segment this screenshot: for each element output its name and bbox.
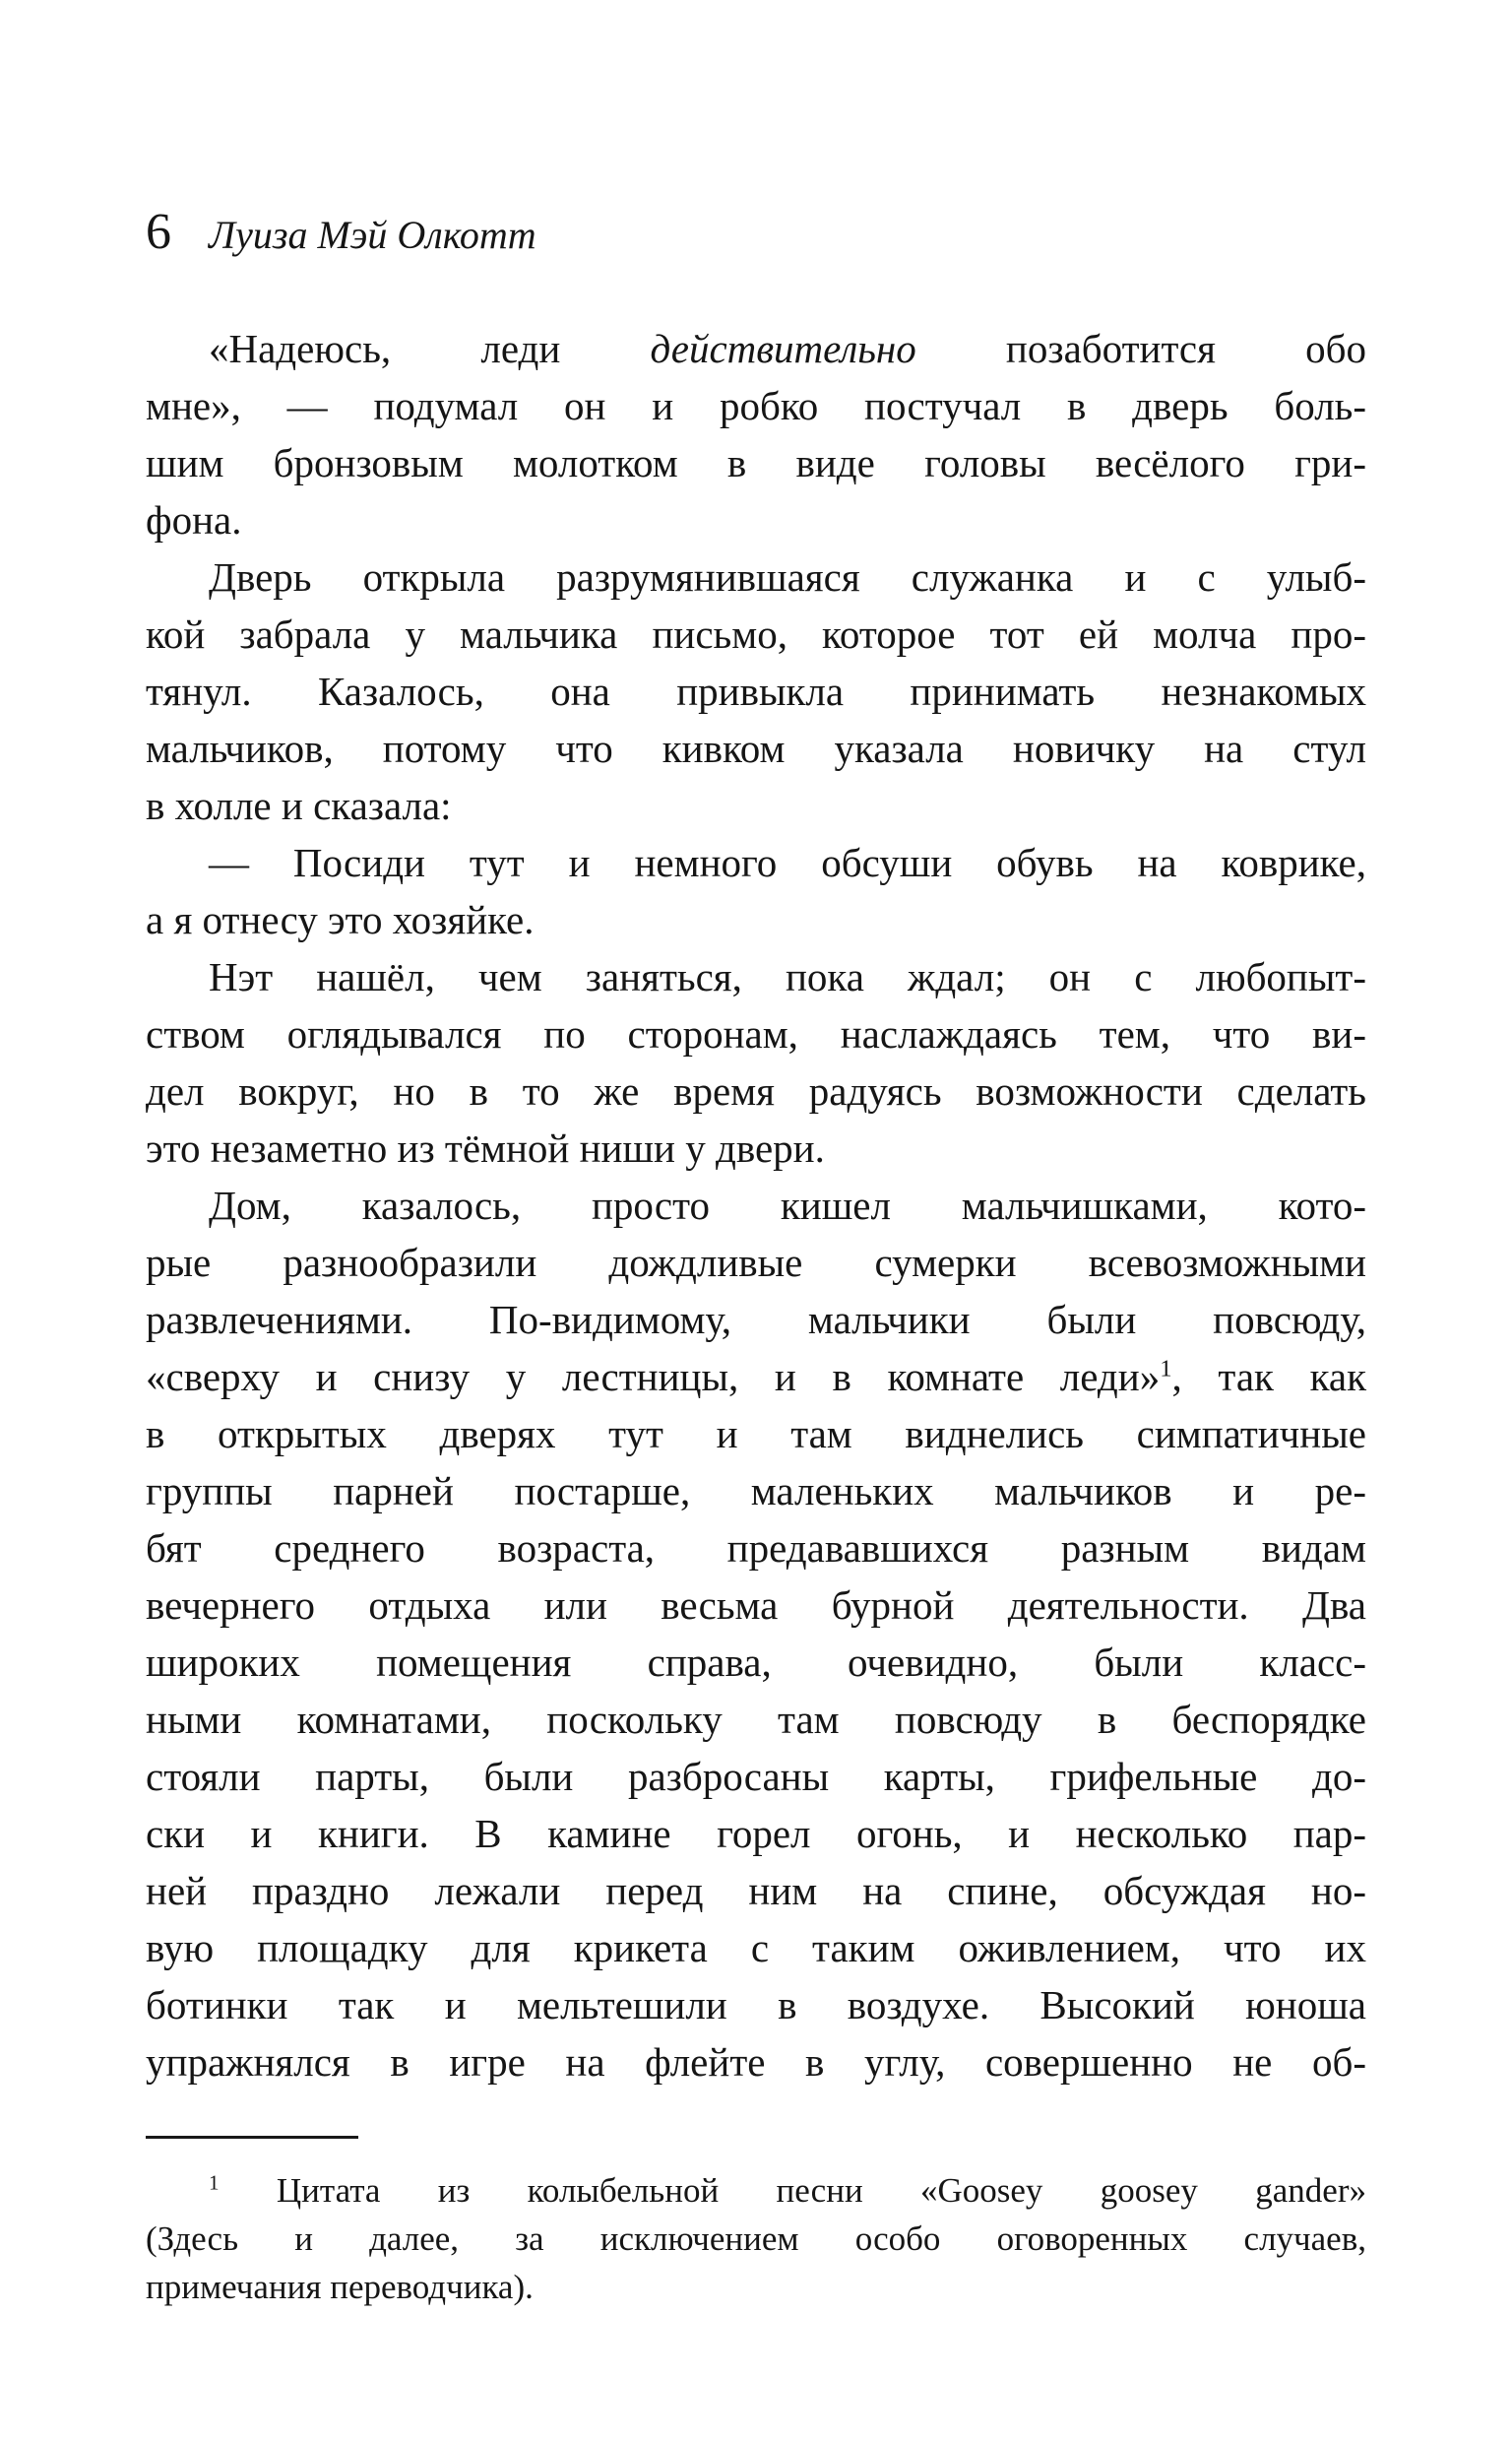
text-line: (Здесь и далее, за исключением особо оговоренных случаев, xyxy=(146,2219,1366,2258)
text-line: вую площадку для крикета с таким оживлением, что их xyxy=(146,1925,1366,1970)
text-line: ством оглядывался по сторонам, наслаждаясь тем, что ви- xyxy=(146,1011,1366,1057)
page-header xyxy=(146,204,1366,261)
footnote-marker: 1 xyxy=(1160,1355,1172,1382)
text-segment: «Надеюсь, леди xyxy=(209,326,651,371)
text-line: стояли парты, были разбросаны карты, грифельные до- xyxy=(146,1754,1366,1799)
text-line: ней праздно лежали перед ним на спине, обсуждая но- xyxy=(146,1868,1366,1913)
text-line: в холле и сказала: xyxy=(146,783,452,828)
text-line xyxy=(146,2166,1366,2215)
text-line: — Посиди тут и немного обсуши обувь на коврике, xyxy=(209,840,1366,885)
text-line: группы парней постарше, маленьких мальчиков и ре- xyxy=(146,1468,1366,1513)
paragraph xyxy=(146,1177,1366,2090)
text-line: вечернего отдыха или весьма бурной деятельности. Два xyxy=(146,1582,1366,1628)
text-segment: Цитата из колыбельной песни «Goosey goosey gander» xyxy=(219,2171,1366,2210)
footnote xyxy=(146,2166,1366,2311)
italic-text: действительно xyxy=(650,326,916,371)
text-line: мне», — подумал он и робко постучал в дверь боль- xyxy=(146,383,1366,428)
text-line: ботинки так и мельтешили в воздухе. Высокий юноша xyxy=(146,1982,1366,2027)
text-line: в открытых дверях тут и там виднелись симпатичные xyxy=(146,1411,1366,1456)
text-line: Нэт нашёл, чем заняться, пока ждал; он с любопыт- xyxy=(209,954,1366,999)
text-segment: , так как xyxy=(1171,1354,1367,1399)
text-line: фона. xyxy=(146,497,242,543)
text-line: рые разнообразили дождливые сумерки всевозможными xyxy=(146,1240,1366,1285)
footnote-divider xyxy=(146,2136,358,2139)
text-line xyxy=(146,1348,1366,1405)
text-segment: позаботится обо xyxy=(915,326,1366,371)
text-line: широких помещения справа, очевидно, были класс- xyxy=(146,1639,1366,1685)
paragraph xyxy=(146,834,1366,948)
paragraph xyxy=(146,948,1366,1177)
text-line: ными комнатами, поскольку там повсюду в беспорядке xyxy=(146,1697,1366,1742)
text-line: ски и книги. В камине горел огонь, и несколько пар- xyxy=(146,1811,1366,1856)
paragraph xyxy=(146,320,1366,548)
body-text xyxy=(146,320,1366,2090)
text-line: мальчиков, потому что кивком указала новичку на стул xyxy=(146,726,1366,771)
text-line: тянул. Казалось, она привыкла принимать незнакомых xyxy=(146,669,1366,714)
text-line: дел вокруг, но в то же время радуясь возможности сделать xyxy=(146,1068,1366,1114)
paragraph xyxy=(146,548,1366,834)
text-line: а я отнесу это хозяйке. xyxy=(146,897,535,942)
text-line: Дом, казалось, просто кишел мальчишками, кото- xyxy=(209,1183,1366,1228)
text-line: примечания переводчика). xyxy=(146,2268,534,2306)
text-line xyxy=(146,320,1366,377)
text-segment: «сверху и снизу у лестницы, и в комнате леди» xyxy=(146,1354,1161,1399)
text-line: шим бронзовым молотком в виде головы весёлого гри- xyxy=(146,440,1366,485)
text-line: Дверь открыла разрумянившаяся служанка и с улыб- xyxy=(209,554,1366,600)
footnote-marker: 1 xyxy=(209,2170,220,2195)
page-number: 6 xyxy=(146,204,171,260)
text-line: упражнялся в игре на флейте в углу, совершенно не об- xyxy=(146,2039,1366,2085)
text-line: развлечениями. По-видимому, мальчики были повсюду, xyxy=(146,1297,1366,1342)
author-name: Луиза Мэй Олкотт xyxy=(209,213,536,257)
text-line: бят среднего возраста, предававшихся разным видам xyxy=(146,1525,1366,1571)
text-line: это незаметно из тёмной ниши у двери. xyxy=(146,1125,825,1171)
text-line: кой забрала у мальчика письмо, которое тот ей молча про- xyxy=(146,611,1366,657)
